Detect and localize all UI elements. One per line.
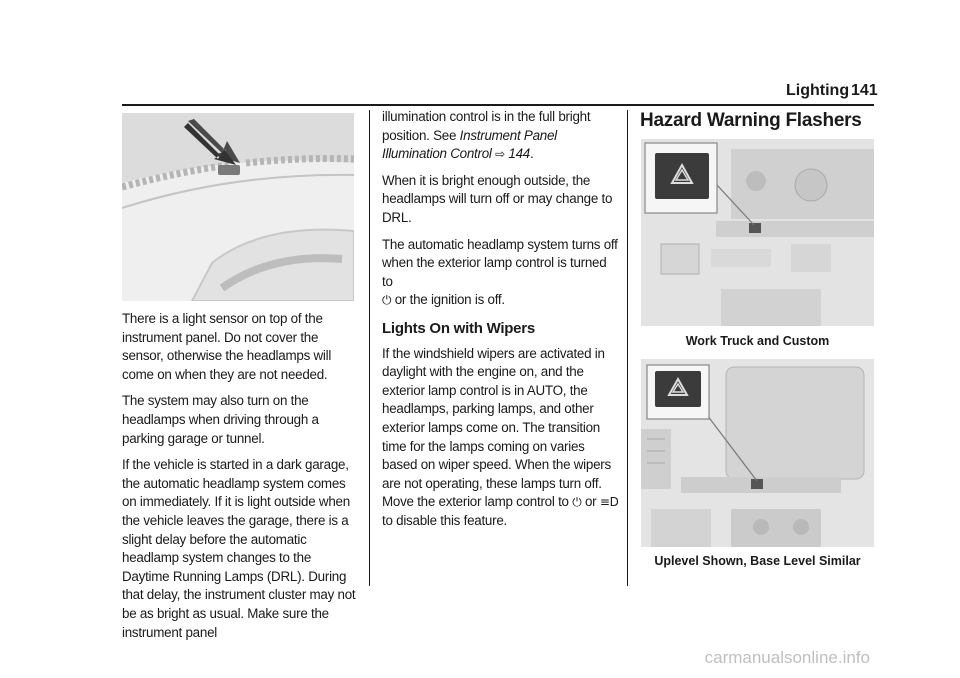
paragraph-dark-garage: If the vehicle is started in a dark garage, the automatic headlamp system comes on immediately. If it is light outside when the vehicle leaves the garage, there is a slight delay before the automatic headlamp system changes to the Daytime Running Lamps (DRL). During that delay, the instrument cluster may not be as bright as usual. Make sure the instrument panel xyxy=(122,457,356,640)
cross-reference-link[interactable]: Instrument Panel Illumination Control xyxy=(382,127,557,162)
paragraph-system-off xyxy=(382,236,620,310)
page-ref-number[interactable]: 144 xyxy=(508,146,530,162)
power-off-icon: ⏻ xyxy=(572,495,582,510)
page-ref-arrow-icon: ⇨ xyxy=(495,147,505,162)
text-segment: or xyxy=(584,494,597,510)
page-header xyxy=(0,82,960,106)
light-sensor-figure xyxy=(122,113,354,301)
lamp-control-icon: ≡D xyxy=(599,495,619,510)
text-segment: . xyxy=(530,146,534,162)
paragraph-wipers xyxy=(382,345,620,531)
caption-work-truck: Work Truck and Custom xyxy=(685,334,830,348)
column-3-heading xyxy=(640,112,876,141)
power-off-icon: ⏻ xyxy=(382,293,392,308)
text-segment: or the ignition is off. xyxy=(394,292,505,308)
heading-hazard-warning-flashers: Hazard Warning Flashers xyxy=(640,110,862,131)
paragraph-sensor: There is a light sensor on top of the instrument panel. Do not cover the sensor, otherwise the headlamps will come on when they are not needed. xyxy=(122,311,332,382)
paragraph-bright-outside: When it is bright enough outside, the headlamps will turn off or may change to DRL. xyxy=(382,172,613,225)
section-title: Lighting xyxy=(786,82,850,99)
hazard-button-illustration-2 xyxy=(641,359,874,547)
column-1 xyxy=(122,310,358,650)
watermark-text: carmanualsonline.info xyxy=(704,648,870,667)
light-sensor-illustration xyxy=(122,113,354,301)
hazard-figure-uplevel xyxy=(641,359,874,547)
text-segment: illumination control is in the full bright position. See xyxy=(382,109,591,143)
column-divider-1 xyxy=(369,110,370,586)
paragraph-garage: The system may also turn on the headlamps when driving through a parking garage or tunnel. xyxy=(122,393,319,446)
hazard-figure-work-truck xyxy=(641,139,874,326)
page-number: 141 xyxy=(851,82,878,99)
text-segment: to disable this feature. xyxy=(382,512,508,528)
column-2 xyxy=(382,108,620,538)
header-rule xyxy=(122,104,874,106)
text-segment: If the windshield wipers are activated in daylight with the engine on, and the exterior lamp control is in AUTO, the headlamps, parking lamps, and other exterior lamps come on. The transition time for the lamps coming on varies based on wiper speed. When the wipers are not operating, these lamps turn off. Move the exterior lamp control to xyxy=(382,345,611,510)
caption-uplevel: Uplevel Shown, Base Level Similar xyxy=(654,554,861,568)
paragraph-illumination xyxy=(382,108,620,164)
column-divider-2 xyxy=(627,110,628,586)
hazard-button-illustration-1 xyxy=(641,139,874,326)
text-segment: The automatic headlamp system turns off when the exterior lamp control is turned to xyxy=(382,236,618,289)
heading-lights-on-wipers: Lights On with Wipers xyxy=(382,319,535,337)
